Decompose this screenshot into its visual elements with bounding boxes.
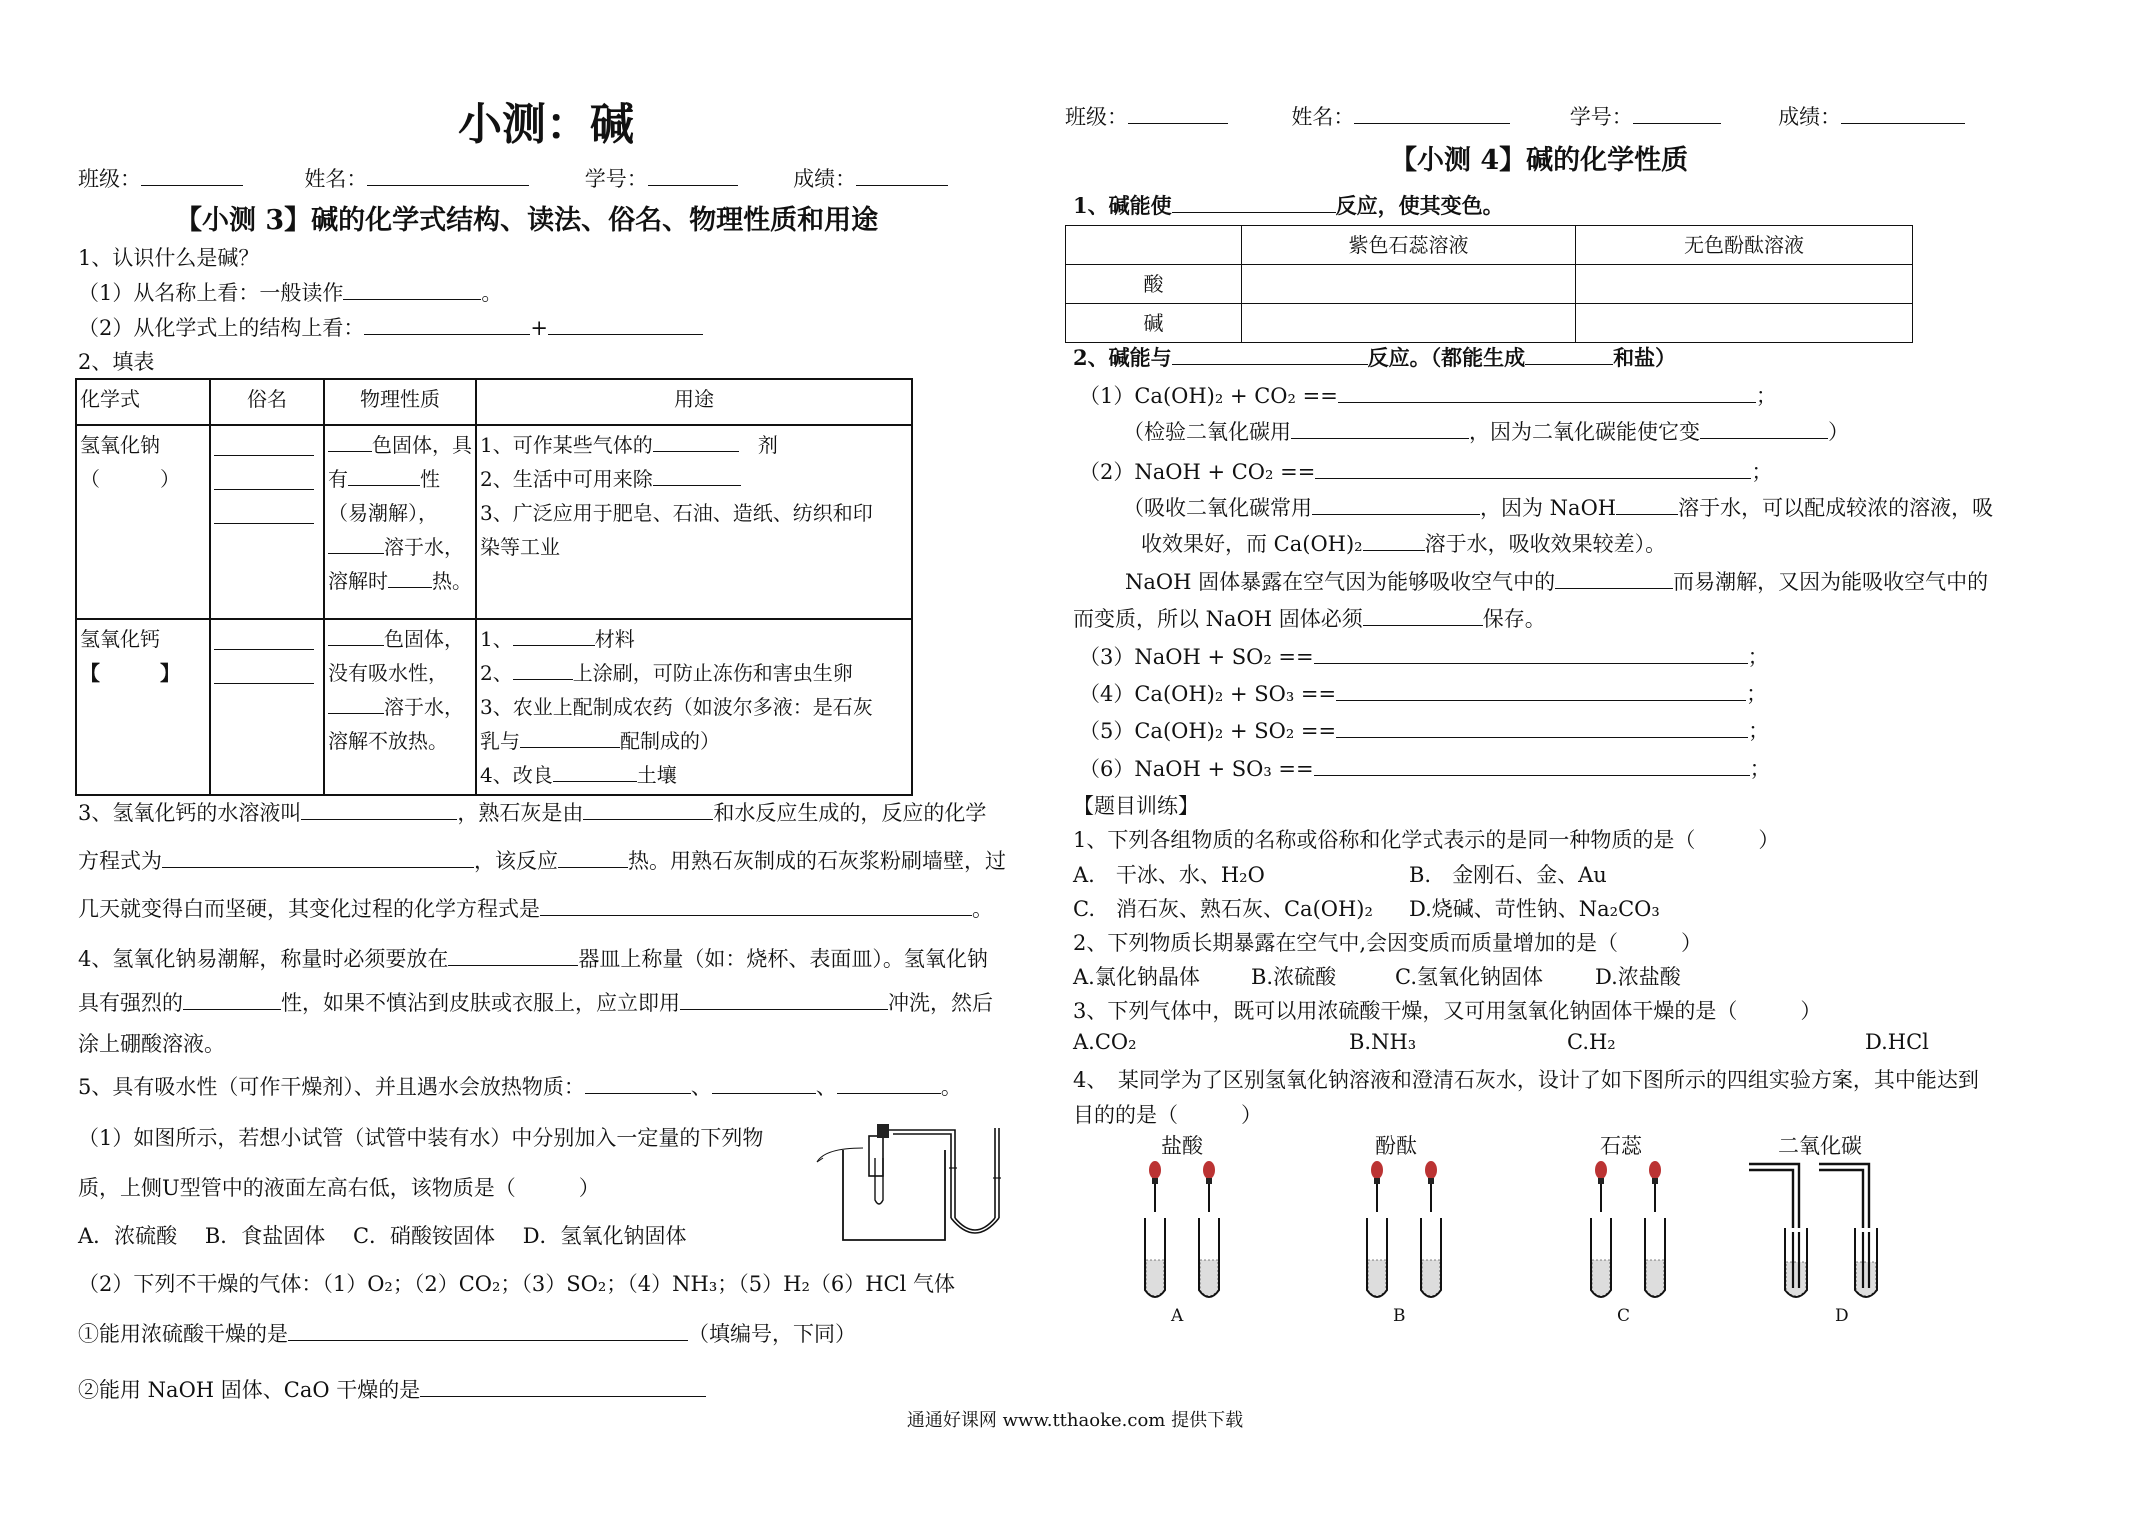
indicator-th-phenol: 无色酚酞溶液	[1576, 226, 1913, 265]
group-label-b: B	[1393, 1306, 1406, 1326]
indicator-row-base: 碱	[1066, 304, 1242, 343]
t4-line2: 目的的是（ ）	[1073, 1103, 1262, 1127]
training-title: 【题目训练】	[1073, 794, 1199, 818]
caoh-solubility-blank[interactable]	[328, 692, 384, 714]
caoh-name-blank2[interactable]	[214, 662, 314, 684]
naoh-formula-cell: 氢氧化钠 （ ）	[76, 425, 210, 619]
caoh-use-blank1[interactable]	[513, 624, 595, 646]
eq3: （3）NaOH + SO₂ == ；	[1079, 641, 1769, 671]
eq1-note: （检验二氧化碳用 ，因为二氧化碳能使它变 ）	[1123, 416, 1849, 446]
acid-litmus-cell[interactable]	[1242, 265, 1576, 304]
r-q1: 1、碱能使 反应，使其变色。	[1073, 190, 1504, 220]
group-label-d: D	[1835, 1306, 1849, 1326]
reagent-label-co2: 二氧化碳	[1778, 1134, 1862, 1158]
number-label: 学号：	[584, 167, 648, 192]
eq6-blank[interactable]	[1314, 753, 1750, 776]
t2-opt-b: B.浓硫酸	[1251, 965, 1337, 989]
t2-opt-a: A.氯化钠晶体	[1073, 965, 1200, 989]
experiment-b-figure	[1347, 1160, 1477, 1310]
caoh-uses-cell: 1、 材料 2、 上涂刷，可防止冻伤和害虫生卵 3、农业上配制成农药（如波尔多液：是石灰 乳与 配制成的） 4、改良 土壤	[476, 619, 912, 795]
r-class-blank[interactable]	[1128, 101, 1228, 124]
r-q2-blank1[interactable]	[1172, 342, 1368, 365]
reagent-label-phenol: 酚酞	[1375, 1134, 1417, 1158]
t3-stem: 3、下列气体中，既可以用浓硫酸干燥，又可用氢氧化钠固体干燥的是（ ）	[1073, 999, 1822, 1023]
section-title-3: 【小测 3】碱的化学式结构、读法、俗名、物理性质和用途	[175, 205, 879, 236]
experiment-c-figure	[1571, 1160, 1701, 1310]
footer-download-note: 通通好课网 www.tthaoke.com 提供下载	[906, 1410, 1244, 1431]
naoh-name-cell	[210, 425, 324, 619]
score-blank[interactable]	[856, 163, 948, 186]
naoh-heat-blank[interactable]	[388, 566, 432, 588]
student-info-left	[78, 163, 948, 193]
q5-part3: ①能用浓硫酸干燥的是 （填编号，下同）	[78, 1318, 856, 1348]
page-title: 小测：碱	[458, 99, 634, 150]
score-label: 成绩：	[793, 167, 857, 192]
number-blank[interactable]	[648, 163, 738, 186]
eq2-note-blank2[interactable]	[1616, 492, 1678, 515]
naoh-color-blank[interactable]	[328, 430, 372, 452]
eq2-note-blank3[interactable]	[1363, 528, 1425, 551]
eq2-note-blank1[interactable]	[1312, 492, 1480, 515]
q5-part1-line2: 质，上侧U型管中的液面左高右低，该物质是（ ）	[78, 1176, 600, 1200]
indicator-th-litmus: 紫色石蕊溶液	[1242, 226, 1576, 265]
caoh-formula-cell: 氢氧化钙 【 】	[76, 619, 210, 795]
q3-blank1[interactable]	[301, 797, 457, 820]
r-name-blank[interactable]	[1354, 101, 1510, 124]
indicator-row-acid: 酸	[1066, 265, 1242, 304]
eq1-note-blank1[interactable]	[1291, 416, 1469, 439]
eq2: （2）NaOH + CO₂ == ；	[1079, 456, 1772, 486]
t1-opt-d: D.烧碱、苛性钠、Na₂CO₃	[1409, 897, 1660, 921]
indicator-table	[1065, 225, 1913, 343]
naoh-storage-blank2[interactable]	[1363, 603, 1483, 626]
q5-blank2[interactable]	[712, 1071, 816, 1094]
section-title-4: 【小测 4】碱的化学性质	[1390, 145, 1689, 176]
caoh-use-blank4[interactable]	[553, 760, 637, 782]
q1-part2: （2）从化学式上的结构上看： +	[78, 312, 703, 342]
experiment-a-figure	[1125, 1160, 1255, 1310]
q4-blank3[interactable]	[680, 987, 888, 1010]
eq3-blank[interactable]	[1314, 641, 1748, 664]
t1-opt-a: A. 干冰、水、H₂O	[1073, 863, 1265, 887]
q4-line1: 4、氢氧化钠易潮解，称量时必须要放在 器皿上称量（如：烧杯、表面皿）。氢氧化钠	[78, 943, 988, 973]
q3-blank2[interactable]	[583, 797, 713, 820]
row-naoh	[76, 425, 912, 619]
q1-blank2[interactable]	[364, 312, 530, 335]
naoh-storage-line1: NaOH 固体暴露在空气因为能够吸收空气中的 而易潮解，又因为能吸收空气中的	[1125, 566, 1988, 596]
r-score-blank[interactable]	[1841, 101, 1965, 124]
r-q2-blank2[interactable]	[1525, 342, 1613, 365]
naoh-solubility-blank[interactable]	[328, 532, 384, 554]
naoh-property-blank[interactable]	[348, 464, 420, 486]
t3-opt-c: C.H₂	[1567, 1030, 1616, 1054]
caoh-use-blank3[interactable]	[520, 726, 620, 748]
q2-stem: 2、填表	[78, 350, 155, 374]
naoh-use-blank2[interactable]	[653, 464, 741, 486]
class-blank[interactable]	[141, 163, 243, 186]
q3-blank3[interactable]	[162, 845, 474, 868]
eq4-blank[interactable]	[1336, 678, 1746, 701]
eq1: （1）Ca(OH)₂ + CO₂ == ；	[1079, 380, 1777, 410]
experiment-d-figure	[1747, 1150, 1897, 1310]
name-blank[interactable]	[367, 163, 529, 186]
q5-part2: （2）下列不干燥的气体：（1）O₂；（2）CO₂；（3）SO₂；（4）NH₃；（5）H₂（6）HCl 气体	[78, 1272, 955, 1296]
t3-opt-a: A.CO₂	[1073, 1030, 1137, 1054]
q5-part4: ②能用 NaOH 固体、CaO 干燥的是	[78, 1374, 706, 1404]
t3-opt-d: D.HCl	[1865, 1030, 1929, 1054]
u-tube-apparatus-figure	[805, 1118, 1065, 1246]
eq1-blank[interactable]	[1338, 380, 1756, 403]
class-label: 班级：	[78, 167, 141, 192]
naoh-use-blank1[interactable]	[653, 430, 739, 452]
q4-blank1[interactable]	[448, 943, 578, 966]
caoh-use-blank2[interactable]	[513, 658, 573, 680]
naoh-storage-blank1[interactable]	[1555, 566, 1673, 589]
naoh-physical-cell: 色固体，具 有 性 （易潮解）， 溶于水， 溶解时 热。	[324, 425, 476, 619]
q3-blank5[interactable]	[540, 893, 972, 916]
t2-stem: 2、下列物质长期暴露在空气中,会因变质而质量增加的是（ ）	[1073, 931, 1703, 955]
q5-part1-line1: （1）如图所示，若想小试管（试管中装有水）中分别加入一定量的下列物	[78, 1126, 764, 1150]
q4-blank2[interactable]	[183, 987, 281, 1010]
eq4: （4）Ca(OH)₂ + SO₃ == ；	[1079, 678, 1767, 708]
caoh-name-blank1[interactable]	[214, 628, 314, 650]
q5-blank4[interactable]	[288, 1318, 688, 1341]
t2-opt-d: D.浓盐酸	[1595, 965, 1681, 989]
naoh-name-blank2[interactable]	[214, 468, 314, 490]
q3-line1: 3、氢氧化钙的水溶液叫 ，熟石灰是由 和水反应生成的，反应的化学	[78, 797, 986, 827]
q5-blank3[interactable]	[837, 1071, 941, 1094]
naoh-uses-cell: 1、可作某些气体的 剂 2、生活中可用来除 3、广泛应用于肥皂、石油、造纸、纺织和印 染等工业	[476, 425, 912, 619]
naoh-storage-line2: 而变质，所以 NaOH 固体必须 保存。	[1073, 603, 1546, 633]
eq2-blank[interactable]	[1315, 456, 1751, 479]
name-label: 姓名：	[304, 167, 368, 192]
base-properties-table	[75, 378, 913, 796]
eq1-note-blank2[interactable]	[1700, 416, 1828, 439]
q5-blank5[interactable]	[420, 1374, 706, 1397]
q5-stem: 5、具有吸水性（可作干燥剂）、并且遇水会放热物质： 、 、 。	[78, 1071, 962, 1101]
t2-opt-c: C.氢氧化钠固体	[1395, 965, 1543, 989]
eq5: （5）Ca(OH)₂ + SO₂ == ；	[1079, 715, 1769, 745]
r-number-blank[interactable]	[1633, 101, 1721, 124]
th-uses: 用途	[476, 379, 912, 425]
t3-opt-b: B.NH₃	[1349, 1030, 1417, 1054]
caoh-color-blank[interactable]	[328, 624, 384, 646]
q3-line2: 方程式为 ，该反应 热。用熟石灰制成的石灰浆粉刷墙壁，过	[78, 845, 1006, 875]
th-common-name: 俗名	[210, 379, 324, 425]
t1-opt-b: B. 金刚石、金、Au	[1409, 863, 1607, 887]
q4-line2: 具有强烈的 性，如果不慎沾到皮肤或衣服上，应立即用 冲洗，然后	[78, 987, 993, 1017]
group-label-a: A	[1171, 1306, 1184, 1326]
reagent-label-hcl: 盐酸	[1161, 1134, 1203, 1158]
reagent-label-litmus: 石蕊	[1600, 1134, 1642, 1158]
eq5-blank[interactable]	[1336, 715, 1748, 738]
group-label-c: C	[1617, 1306, 1631, 1326]
t1-stem: 1、下列各组物质的名称或俗称和化学式表示的是同一种物质的是（ ）	[1073, 828, 1780, 852]
row-caoh	[76, 619, 912, 795]
eq2-note-line1: （吸收二氧化碳常用 ，因为 NaOH 溶于水，可以配成较浓的溶液，吸	[1123, 492, 1993, 522]
student-info-right: 班级： 姓名： 学号： 成绩：	[1065, 101, 1965, 131]
q1-blank3[interactable]	[548, 312, 703, 335]
th-formula: 化学式	[76, 379, 210, 425]
q4-line3: 涂上硼酸溶液。	[78, 1032, 225, 1056]
eq6: （6）NaOH + SO₃ == ；	[1079, 753, 1771, 783]
t1-opt-c: C. 消石灰、熟石灰、Ca(OH)₂	[1073, 897, 1373, 921]
base-litmus-cell[interactable]	[1242, 304, 1576, 343]
r-q2: 2、碱能与 反应。（都能生成 和盐）	[1073, 342, 1676, 372]
q1-part1: （1）从名称上看：一般读作 。	[78, 277, 502, 307]
r-q1-blank[interactable]	[1172, 190, 1336, 213]
acid-phenol-cell[interactable]	[1576, 265, 1913, 304]
caoh-physical-cell: 色固体， 没有吸水性， 溶于水， 溶解不放热。	[324, 619, 476, 795]
th-physical: 物理性质	[324, 379, 476, 425]
t4-line1: 4、 某同学为了区别氢氧化钠溶液和澄清石灰水，设计了如下图所示的四组实验方案，其中能达到	[1073, 1068, 1979, 1092]
base-phenol-cell[interactable]	[1576, 304, 1913, 343]
q5-blank1[interactable]	[585, 1071, 691, 1094]
q1-blank1[interactable]	[343, 277, 481, 300]
q1-stem: 1、认识什么是碱？	[78, 246, 260, 270]
naoh-name-blank1[interactable]	[214, 434, 314, 456]
indicator-th-empty	[1066, 226, 1242, 265]
eq2-note-line2: 收效果好，而 Ca(OH)₂ 溶于水，吸收效果较差）。	[1141, 528, 1666, 558]
q3-blank4[interactable]	[558, 845, 628, 868]
naoh-name-blank3[interactable]	[214, 502, 314, 524]
q5-options: A．浓硫酸 B．食盐固体 C．硝酸铵固体 D．氢氧化钠固体	[78, 1224, 687, 1248]
q3-line3: 几天就变得白而坚硬，其变化过程的化学方程式是 。	[78, 893, 993, 923]
caoh-name-cell	[210, 619, 324, 795]
